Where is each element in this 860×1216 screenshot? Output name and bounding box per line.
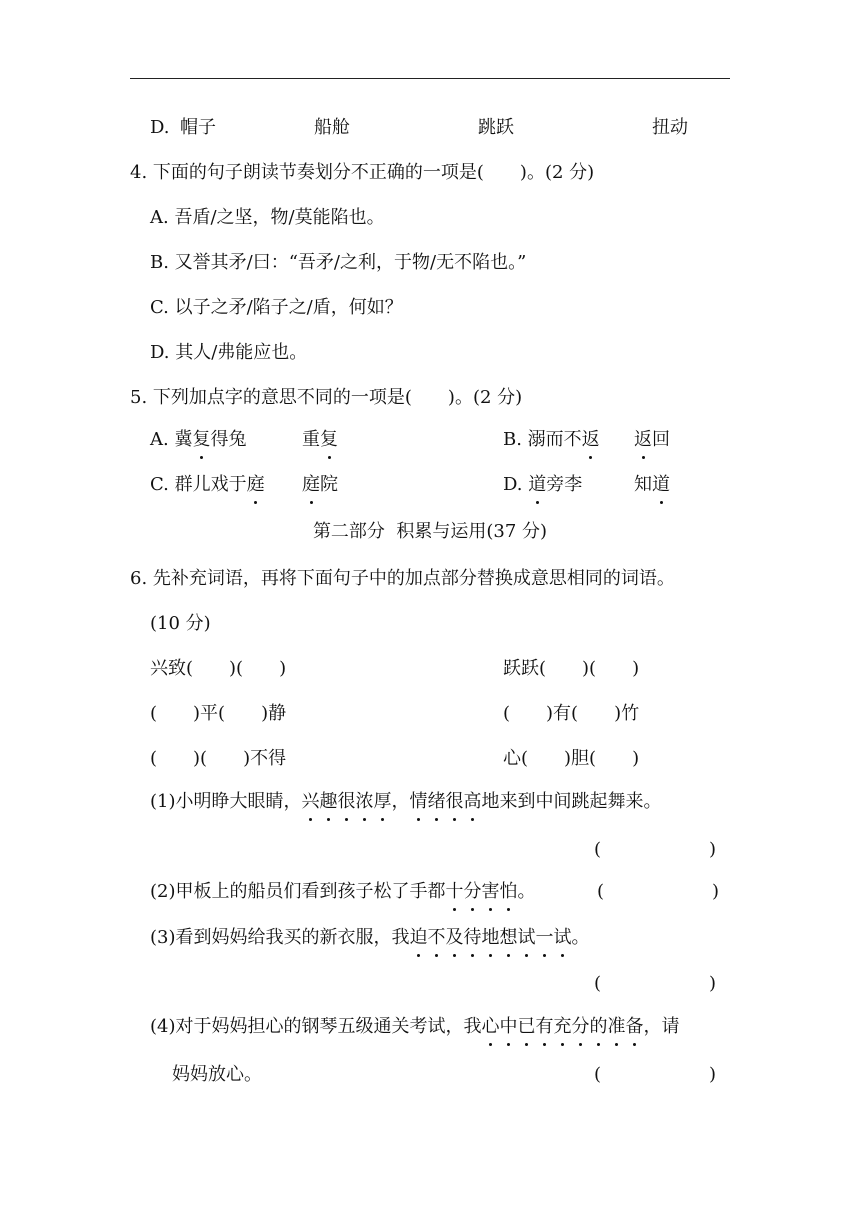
q6-word-4: ( )有( )竹 [503,703,640,724]
q3-option-d-word-2: 船舱 [314,117,350,138]
dotted-phrase: 十分害怕 [445,881,518,902]
q5-option-a-compare: 重复 [302,429,338,450]
q3-option-d-word-4: 扭动 [652,117,688,138]
q6-word-2: 跃跃( )( ) [503,658,640,679]
top-rule [130,78,730,79]
dotted-char: 复 [192,429,211,450]
q4-option-c: C. 以子之矛/陷子之/盾，何如？ [150,297,403,318]
q6-stem: 6. 先补充词语，再将下面句子中的加点部分替换成意思相同的词语。 [130,568,675,589]
q6-sentence-1: (1)小明睁大眼睛，兴趣很浓厚，情绪很高地来到中间跳起舞来。 [150,791,662,812]
q5-option-b: B. 溺而不返 [503,429,600,450]
q6-word-3: ( )平( )静 [150,703,287,724]
q6-answer-blank-2: ( ) [597,881,720,902]
q5-option-d-compare: 知道 [634,474,670,495]
q5-option-c-compare: 庭院 [302,474,338,495]
dotted-char: 道 [528,474,547,495]
dotted-char: 道 [652,474,670,495]
dotted-phrase: 心中已有充分的准备 [481,1016,644,1037]
q6-sentence-4: (4)对于妈妈担心的钢琴五级通关考试，我心中已有充分的准备，请 [150,1016,680,1037]
dotted-char: 返 [581,429,600,450]
q6-word-1: 兴致( )( ) [150,658,287,679]
section-two-heading: 第二部分 积累与运用(37 分) [312,521,548,542]
q6-word-5: ( )( )不得 [150,748,287,769]
q3-option-d-word-1: 帽子 [180,117,216,138]
q5-option-a: A. 冀复得兔 [150,429,247,450]
dotted-phrase: 兴趣很浓厚，情绪很高 [301,791,482,812]
q5-option-b-compare: 返回 [634,429,670,450]
dotted-phrase: 迫不及待地想试一试 [409,927,572,948]
q6-answer-blank-1: ( ) [594,839,717,860]
q6-sentence-3: (3)看到妈妈给我买的新衣服，我迫不及待地想试一试。 [150,927,590,948]
q5-stem: 5. 下列加点字的意思不同的一项是( )。(2 分) [130,387,523,408]
q3-option-d-label: D. [150,117,170,138]
q6-sentence-2: (2)甲板上的船员们看到孩子松了手都十分害怕。 [150,881,536,902]
q4-option-a: A. 吾盾/之坚，物/莫能陷也。 [150,207,385,228]
dotted-char: 庭 [246,474,265,495]
q4-option-b: B. 又誉其矛/曰：“吾矛/之利，于物/无不陷也。” [150,252,527,273]
dotted-char: 返 [634,429,652,450]
q4-stem: 4. 下面的句子朗读节奏划分不正确的一项是( )。(2 分) [130,162,595,183]
q3-option-d-word-3: 跳跃 [478,117,514,138]
q5-option-d: D. 道旁李 [503,474,583,495]
q4-option-d: D. 其人/弗能应也。 [150,342,308,363]
q6-sentence-4-continued: 妈妈放心。 [172,1064,262,1085]
q6-score: (10 分) [150,613,211,634]
q6-answer-blank-3: ( ) [594,973,717,994]
dotted-char: 复 [320,429,338,450]
dotted-char: 庭 [302,474,320,495]
q6-word-6: 心( )胆( ) [503,748,640,769]
q5-option-c: C. 群儿戏于庭 [150,474,265,495]
q6-answer-blank-4: ( ) [594,1064,717,1085]
